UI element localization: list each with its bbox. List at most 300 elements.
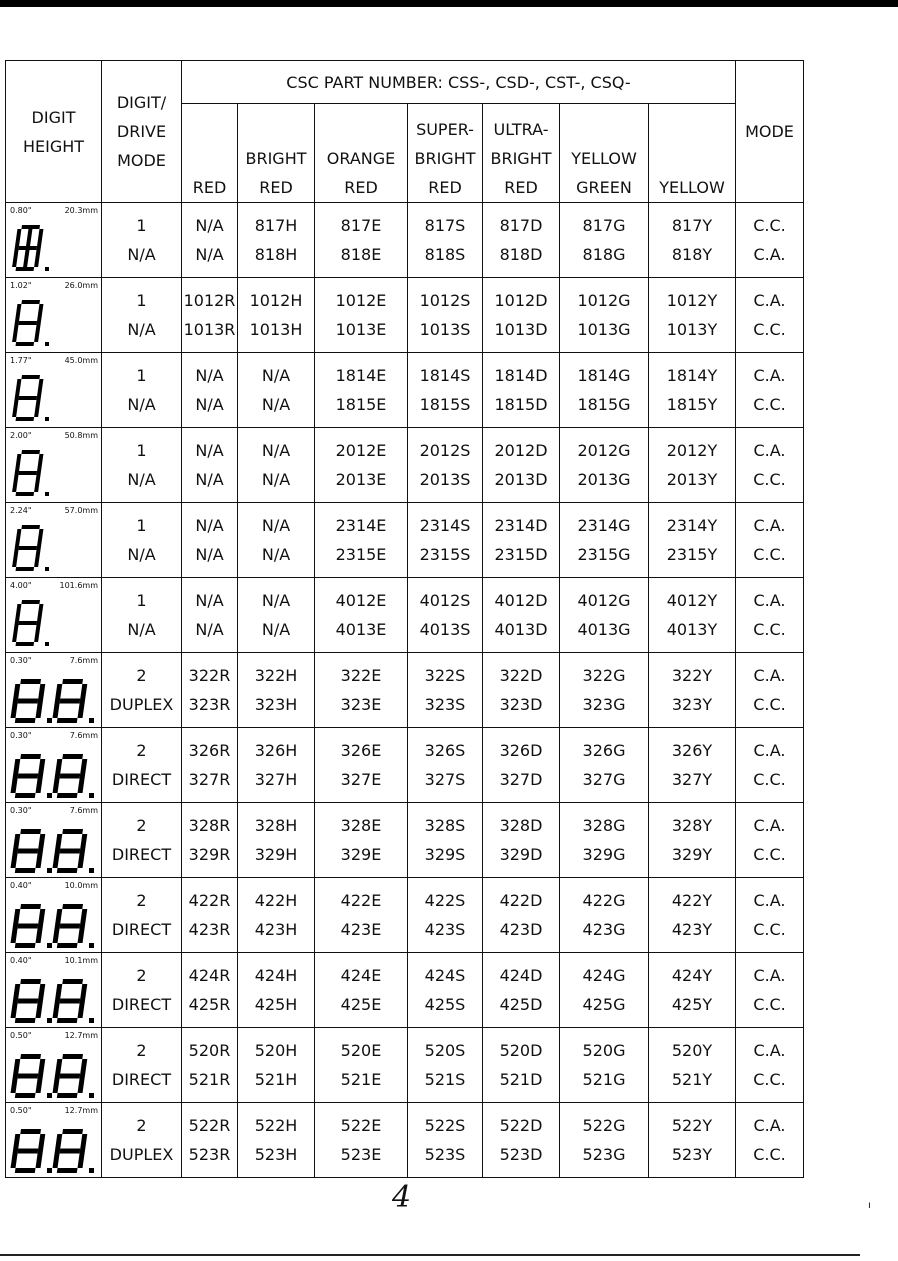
part-number: 424D [499, 966, 543, 985]
part-number-cell [182, 278, 238, 353]
header-line: HEIGHT [22, 136, 85, 156]
part-number-cell [408, 428, 483, 503]
segment [18, 774, 39, 779]
mode-cell [736, 878, 804, 953]
drive-mode-value: DIRECT [111, 770, 172, 789]
color-header-line: RED [344, 178, 378, 197]
segment [15, 868, 36, 873]
part-number: N/A [195, 545, 224, 564]
part-number: 1815Y [666, 395, 718, 414]
part-number: 2012E [335, 441, 387, 460]
segment [20, 979, 41, 984]
part-number-cell [238, 803, 315, 878]
digit-height-cell [6, 803, 102, 878]
mode-cell [736, 803, 804, 878]
decimal-point [45, 567, 49, 571]
part-number-cell [649, 203, 736, 278]
drive-mode-value: DIRECT [111, 1070, 172, 1089]
segment [16, 567, 35, 571]
segment [34, 323, 41, 342]
part-number: 1013E [335, 320, 387, 339]
drive-mode-header [102, 61, 182, 203]
part-number-cell [649, 578, 736, 653]
segment [15, 304, 22, 323]
decimal-point [47, 718, 52, 723]
part-number: 322H [254, 666, 298, 685]
segment [36, 851, 43, 868]
part-number: 523D [499, 1145, 543, 1164]
part-number: 329H [254, 845, 298, 864]
part-number: 422H [254, 891, 298, 910]
digit-height-inch: 2.00" [10, 431, 32, 440]
mode-value: C.A. [753, 1116, 786, 1135]
segment [55, 759, 62, 776]
digit-height-inch: 0.50" [10, 1106, 32, 1115]
digit-height-cell [6, 278, 102, 353]
segment [78, 1001, 85, 1018]
segment [16, 267, 35, 271]
part-number-cell [649, 1103, 736, 1178]
part-number: 520E [340, 1041, 382, 1060]
part-number-cell [238, 878, 315, 953]
segment [20, 679, 41, 684]
decimal-point [89, 793, 94, 798]
part-number: N/A [261, 620, 291, 639]
segment [12, 473, 19, 492]
segment [16, 417, 35, 421]
segment [15, 1168, 36, 1173]
part-number: 2315S [419, 545, 471, 564]
digit-height-mm: 7.6mm [69, 656, 98, 665]
digit-height-mm: 57.0mm [64, 506, 98, 515]
part-number: 817Y [671, 216, 713, 235]
part-number: N/A [195, 245, 224, 264]
segment [11, 776, 18, 793]
segment [34, 623, 41, 642]
margin-mark: ı [868, 1200, 871, 1211]
part-number-cell [483, 1028, 560, 1103]
segment [18, 1149, 39, 1154]
segment [38, 759, 45, 776]
drive-mode-cell [102, 878, 182, 953]
part-number: 523H [254, 1145, 298, 1164]
part-number: 422Y [671, 891, 713, 910]
drive-mode-value: 1 [136, 216, 147, 235]
segment [53, 1001, 60, 1018]
part-number-cell [649, 878, 736, 953]
part-number: 521G [582, 1070, 626, 1089]
part-number-cell [315, 503, 408, 578]
drive-mode-cell [102, 578, 182, 653]
color-header [408, 104, 483, 203]
part-number-cell [408, 503, 483, 578]
part-number-cell [182, 653, 238, 728]
decimal-point [47, 943, 52, 948]
mode-value: C.C. [753, 920, 786, 939]
mode-cell [736, 953, 804, 1028]
segment [13, 1059, 20, 1076]
segment [78, 701, 85, 718]
mode-value: C.A. [753, 1041, 786, 1060]
part-number: 423E [340, 920, 382, 939]
segment [57, 1093, 78, 1098]
digit-height-mm: 10.1mm [64, 956, 98, 965]
segment [36, 776, 43, 793]
mode-value: C.C. [753, 620, 786, 639]
part-number-cell [315, 428, 408, 503]
header-line: DRIVE [116, 122, 167, 141]
part-number: 327Y [671, 770, 713, 789]
digit-height-header [6, 61, 102, 203]
segment [18, 471, 37, 475]
part-number-cell [649, 353, 736, 428]
segment [37, 454, 44, 473]
segment [18, 621, 37, 625]
mode-cell [736, 278, 804, 353]
segment [21, 375, 40, 379]
dual-seven-segment-icon [10, 1054, 96, 1098]
part-number: N/A [195, 366, 224, 385]
color-header-line: GREEN [576, 178, 632, 197]
part-number-cell [238, 728, 315, 803]
part-number-cell [315, 878, 408, 953]
segment [15, 529, 22, 548]
drive-mode-cell [102, 803, 182, 878]
part-number: 2314G [577, 516, 631, 535]
drive-mode-value: N/A [127, 545, 156, 564]
part-number: 523E [340, 1145, 382, 1164]
part-number-cell [182, 203, 238, 278]
part-number-cell [408, 203, 483, 278]
segment [13, 909, 20, 926]
segment [53, 1151, 60, 1168]
part-number-cell [315, 203, 408, 278]
part-number-cell [408, 578, 483, 653]
header-line: MODE [117, 151, 166, 170]
mode-cell [736, 353, 804, 428]
color-header-line: BRIGHT [490, 149, 552, 168]
part-number: 1012R [183, 291, 236, 310]
decimal-point [89, 868, 94, 873]
part-number: 424S [424, 966, 466, 985]
segment [78, 851, 85, 868]
part-number-cell [483, 428, 560, 503]
digit-height-cell [6, 878, 102, 953]
segment [55, 984, 62, 1001]
part-number: 1814Y [666, 366, 718, 385]
drive-mode-cell [102, 653, 182, 728]
table-row [6, 728, 804, 803]
segment [13, 984, 20, 1001]
part-number: 1013S [419, 320, 471, 339]
digit-height-cell [6, 353, 102, 428]
seven-segment-digit-icon [10, 300, 60, 348]
part-number: 520Y [671, 1041, 713, 1060]
part-number: 326R [188, 741, 231, 760]
drive-mode-value: 1 [136, 591, 147, 610]
part-number: 422S [424, 891, 466, 910]
segment [13, 759, 20, 776]
part-number: 521S [424, 1070, 466, 1089]
segment [18, 699, 39, 704]
segment [20, 1054, 41, 1059]
part-number: 422E [340, 891, 382, 910]
segment [60, 849, 81, 854]
part-number-cell [315, 953, 408, 1028]
decimal-point [89, 1018, 94, 1023]
decimal-point [89, 1168, 94, 1173]
part-number: 523S [424, 1145, 466, 1164]
part-number: 326D [499, 741, 543, 760]
decimal-point [45, 642, 49, 646]
segment [57, 718, 78, 723]
segment [38, 1059, 45, 1076]
part-number-cell [483, 1103, 560, 1178]
part-number: 1815E [335, 395, 387, 414]
part-number-cell [560, 1103, 649, 1178]
part-number-cell [649, 428, 736, 503]
mode-value: C.C. [753, 1070, 786, 1089]
segment [53, 776, 60, 793]
segment [34, 548, 41, 567]
part-number: 329E [340, 845, 382, 864]
decimal-point [89, 1093, 94, 1098]
segment [12, 548, 19, 567]
seven-segment-digit-icon [10, 525, 60, 573]
segment [34, 248, 41, 267]
part-number: 327H [254, 770, 298, 789]
part-number-cell [483, 653, 560, 728]
part-number: 2013E [335, 470, 387, 489]
segment [21, 300, 40, 304]
part-number-cell [315, 278, 408, 353]
drive-mode-value: 1 [136, 291, 147, 310]
part-number: 520H [254, 1041, 298, 1060]
segment [62, 754, 83, 759]
segment [15, 454, 22, 473]
color-header [649, 104, 736, 203]
part-number: 1012E [335, 291, 387, 310]
segment [15, 229, 22, 248]
mode-value: C.A. [753, 245, 786, 264]
part-number-cell [315, 728, 408, 803]
segment [12, 398, 19, 417]
part-number-cell [483, 503, 560, 578]
table-row [6, 803, 804, 878]
digit-height-mm: 7.6mm [69, 806, 98, 815]
part-number: 2013D [494, 470, 548, 489]
part-number: 520R [188, 1041, 231, 1060]
part-number: 4012G [577, 591, 631, 610]
decimal-point [47, 1093, 52, 1098]
part-number: 322G [582, 666, 626, 685]
part-number: 425G [582, 995, 626, 1014]
part-number: 2315Y [666, 545, 718, 564]
segment [18, 321, 37, 325]
part-number: 522H [254, 1116, 298, 1135]
part-number: 425R [188, 995, 231, 1014]
segment [21, 225, 40, 229]
part-number: 522D [499, 1116, 543, 1135]
part-number: 327R [188, 770, 231, 789]
drive-mode-cell [102, 953, 182, 1028]
part-number: 2314S [419, 516, 471, 535]
part-number: 423Y [671, 920, 713, 939]
part-number: 817G [582, 216, 626, 235]
part-number-cell [560, 278, 649, 353]
dual-seven-segment-icon [10, 1129, 96, 1173]
part-number: 2314E [335, 516, 387, 535]
dual-seven-segment-icon [10, 829, 96, 873]
part-number: 2013Y [666, 470, 718, 489]
segment [55, 834, 62, 851]
part-number-cell [408, 878, 483, 953]
part-number: 4013Y [666, 620, 718, 639]
part-number: 818H [254, 245, 298, 264]
digit-height-inch: 1.02" [10, 281, 32, 290]
mode-value: C.C. [753, 470, 786, 489]
part-number: 817H [254, 216, 298, 235]
drive-mode-cell [102, 728, 182, 803]
part-number: 323R [188, 695, 231, 714]
drive-mode-value: 2 [136, 741, 147, 760]
digit-height-inch: 0.30" [10, 731, 32, 740]
part-number: 327S [424, 770, 466, 789]
part-number: 1013H [249, 320, 303, 339]
table-row [6, 428, 804, 503]
drive-mode-value: DIRECT [111, 995, 172, 1014]
segment [37, 304, 44, 323]
color-header-line: ORANGE [326, 149, 396, 168]
mode-value: C.C. [753, 695, 786, 714]
drive-mode-value: N/A [127, 620, 156, 639]
segment [57, 868, 78, 873]
segment [80, 909, 87, 926]
decimal-point [47, 1168, 52, 1173]
mode-value: C.C. [753, 545, 786, 564]
part-number: 327G [582, 770, 626, 789]
part-number: 1012D [494, 291, 548, 310]
segment [20, 904, 41, 909]
part-number: 322D [499, 666, 543, 685]
mode-cell [736, 653, 804, 728]
part-number: 327D [499, 770, 543, 789]
part-number: 423H [254, 920, 298, 939]
mode-header: MODE [736, 61, 804, 203]
segment [36, 926, 43, 943]
segment [18, 396, 37, 400]
segment [53, 851, 60, 868]
segment [16, 642, 35, 646]
part-number: 1815D [494, 395, 548, 414]
part-number: N/A [261, 395, 291, 414]
mode-value: C.A. [753, 291, 786, 310]
part-number: 4012D [494, 591, 548, 610]
part-number: 1814E [335, 366, 387, 385]
table-row [6, 278, 804, 353]
part-number-cell [238, 653, 315, 728]
part-number: 424E [340, 966, 382, 985]
segment [37, 229, 44, 248]
segment [18, 546, 37, 550]
part-number: 423D [499, 920, 543, 939]
part-number-cell [649, 728, 736, 803]
drive-mode-value: N/A [127, 245, 156, 264]
part-number-cell [408, 803, 483, 878]
part-number: N/A [261, 470, 291, 489]
segment [36, 1001, 43, 1018]
part-number: 326S [424, 741, 466, 760]
segment [80, 834, 87, 851]
part-number: N/A [195, 395, 224, 414]
part-number: 323H [254, 695, 298, 714]
part-number: 1013Y [666, 320, 718, 339]
part-number-cell [182, 503, 238, 578]
part-number: 425D [499, 995, 543, 1014]
digit-height-inch: 1.77" [10, 356, 32, 365]
digit-height-cell [6, 578, 102, 653]
drive-mode-cell [102, 278, 182, 353]
segment [62, 904, 83, 909]
segment [55, 909, 62, 926]
segment [37, 379, 44, 398]
segment [18, 1074, 39, 1079]
segment [37, 604, 44, 623]
part-number: N/A [195, 516, 224, 535]
part-number: 328R [188, 816, 231, 835]
segment [12, 623, 19, 642]
digit-height-mm: 12.7mm [64, 1106, 98, 1115]
part-number-cell [408, 353, 483, 428]
part-number: N/A [195, 470, 224, 489]
part-number: 520G [582, 1041, 626, 1060]
part-number: N/A [195, 441, 224, 460]
part-number: 322S [424, 666, 466, 685]
part-number: N/A [261, 591, 291, 610]
part-number: 1013R [183, 320, 236, 339]
alphanumeric-14-segment-icon [10, 225, 60, 273]
mode-value: C.C. [753, 995, 786, 1014]
part-number-cell [649, 953, 736, 1028]
segment [34, 473, 41, 492]
part-number: 817E [340, 216, 382, 235]
part-number: 520S [424, 1041, 466, 1060]
drive-mode-cell [102, 1028, 182, 1103]
segment [57, 1168, 78, 1173]
part-number: 1012S [419, 291, 471, 310]
part-number-cell [560, 953, 649, 1028]
digit-height-mm: 101.6mm [59, 581, 98, 590]
part-number-cell [560, 728, 649, 803]
part-number: 326H [254, 741, 298, 760]
part-number: 2315G [577, 545, 631, 564]
segment [62, 679, 83, 684]
digit-height-mm: 45.0mm [64, 356, 98, 365]
part-number: 522G [582, 1116, 626, 1135]
part-number-cell [238, 353, 315, 428]
part-number: 1012Y [666, 291, 718, 310]
digit-height-cell [6, 1103, 102, 1178]
decimal-point [45, 492, 49, 496]
segment [15, 943, 36, 948]
seven-segment-digit-icon [10, 450, 60, 498]
drive-mode-value: DIRECT [111, 920, 172, 939]
part-number: 4012S [419, 591, 471, 610]
seven-segment-digit-icon [10, 375, 60, 423]
part-number: 329Y [671, 845, 713, 864]
part-number-cell [560, 803, 649, 878]
part-number: 2314D [494, 516, 548, 535]
